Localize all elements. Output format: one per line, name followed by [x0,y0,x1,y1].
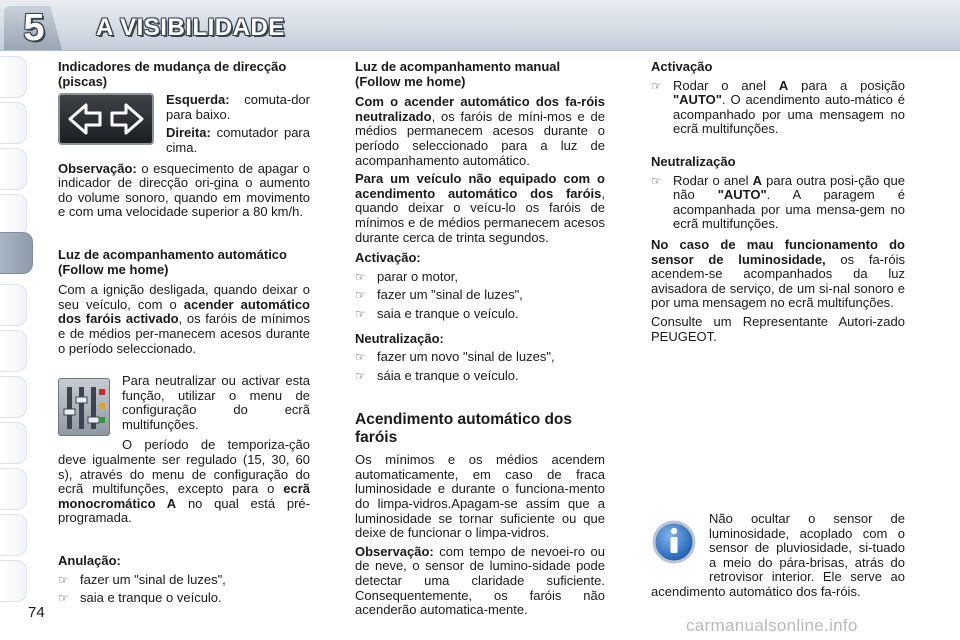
section-title-neutralization-auto: Neutralização [651,153,736,169]
chapter-side-tabs [0,56,34,616]
observation-paragraph [58,162,310,220]
side-tab-9[interactable] [0,422,27,464]
pointing-hand-icon: ☞ [355,269,366,284]
column-middle [355,60,605,618]
chapter-number: 5 [23,7,45,49]
auto-position-label: "AUTO" [673,92,722,108]
timer-paragraph [58,438,310,526]
ring-label: A [778,77,789,93]
manual-follow-text-2: , quando deixar o veícu-lo os faróis de mínimos e de médios permanecem acesos durante cerca de trinta segundos. [355,185,605,245]
side-tab-8[interactable] [0,376,27,418]
text-part: . A paragem é acompanhada por uma mensa-gem no ecrã multifunções. [673,187,905,232]
side-tab-2[interactable] [0,102,27,144]
text-part: . O acendimento auto-mático é acompanhado por uma mensagem no ecrã multifunções. [673,92,905,137]
auto-position-label: "AUTO" [717,187,767,203]
list-item-text: parar o motor, [377,268,458,284]
column-left [58,60,310,606]
text-part: para outra posi-ção que não [673,172,905,203]
list-item [355,369,605,384]
manual-follow-paragraph-1 [355,95,605,168]
timer-text-bold: ecrã monocromático A [58,481,310,511]
pointing-hand-icon: ☞ [355,350,366,365]
list-item [355,288,605,303]
auto-follow-text-a: Com a ignição desligada, quando deixar o seu veículo, com o [58,282,310,312]
text-part: Rodar o anel [673,77,779,93]
manual-follow-bold-1: Com o acender automático dos fa-róis neutralizado [355,94,605,124]
timer-text-a: O período de temporiza-ção deve igualmente ser regulado (15, 30, 60 s), através do menu de configuração do ecrã multifunções, excepto para o [58,437,310,497]
observation-text: o esquecimento de apagar o indicador de direcção ori-gina o aumento do volume sonoro, quando em movimento e com uma velocidade superior a 80 km/h. [58,160,310,220]
list-item [355,307,605,322]
list-item [355,270,605,285]
turn-signal-arrows-icon [58,93,154,145]
consult-dealer-paragraph: Consulte um Representante Autori-zado PEUGEOT. [651,313,905,344]
pointing-hand-icon: ☞ [355,288,366,303]
side-tab-5-active[interactable] [0,232,33,274]
sensor-malfunction-bold: No caso de mau funcionamento do sensor de luminosidade, [651,236,905,267]
sensor-malfunction-text: os fa-róis acendem-se acompanhados da luz avisadora de serviço, de um si-nal sonoro e por uma mensagem no ecrã multifunções. [651,251,905,311]
list-item-text: fazer um "sinal de luzes", [80,571,226,587]
page-number: 74 [28,604,45,621]
text-part: para a posição [788,77,905,93]
pointing-hand-icon: ☞ [355,306,366,321]
pointing-hand-icon: ☞ [651,78,662,93]
timer-text-c: no qual está pré-programada. [58,495,310,526]
section-title-activation-auto: Activação [651,59,713,74]
side-tab-6[interactable] [0,284,27,326]
list-item [58,573,310,588]
fog-observation-label: Observação: [355,543,434,559]
list-item [651,174,905,232]
list-item [355,350,605,365]
side-tab-7[interactable] [0,330,27,372]
auto-follow-text-bold: acender automático dos faróis activado [58,296,310,327]
section-title-turn-signals: Indicadores de mudança de direcção (piscas) [58,59,287,89]
side-tab-1[interactable] [0,56,27,98]
manual-follow-text-1: , os faróis de míni-mos e de médios permanecem acesos durante o período seleccionado para a luz de acompanhamento automático. [355,108,605,168]
neutralize-config-paragraph: Para neutralizar ou activar esta função, utilizar o menu de configuração do ecrã multifunções. [122,373,310,432]
info-note-paragraph: Não ocultar o sensor de luminosidade, acoplado com o sensor de pluviosidade, si-tuado a meio do pára-brisas, atrás do retrovisor interior. Ele serve ao acendimento automático dos fa-róis. [651,511,905,600]
side-tab-3[interactable] [0,148,27,190]
list-item-text: fazer um novo "sinal de luzes", [377,349,555,365]
right-signal-label: Direita: [166,125,211,141]
pointing-hand-icon: ☞ [355,368,366,383]
section-title-neutralization: Neutralização: [355,330,444,346]
auto-follow-text-c: , os faróis de mínimos e de médios per-manecem acesos durante o período seleccionado. [58,311,311,356]
configuration-menu-icon [58,378,110,436]
list-item-text: fazer um "sinal de luzes", [377,287,523,303]
section-title-auto-follow-me-home: Luz de acompanhamento automático (Follow me home) [58,246,287,277]
pointing-hand-icon: ☞ [651,173,662,188]
list-item [651,79,905,137]
ring-label: A [752,172,762,188]
list-item-text [673,79,905,137]
right-signal-text: comutador para cima. [166,125,310,155]
column-right [651,60,905,600]
side-tab-10[interactable] [0,468,27,510]
list-item-text: saia e tranque o veículo. [377,305,519,321]
info-icon [651,516,697,568]
manual-follow-paragraph-2 [355,172,605,245]
auto-follow-paragraph [58,283,310,356]
list-item-text: saia e tranque o veículo. [80,590,222,606]
page-title: A VISIBILIDADE [96,14,285,41]
sensor-malfunction-paragraph [651,238,905,311]
list-item-text [673,174,905,232]
pointing-hand-icon: ☞ [58,572,69,587]
text-part: Rodar o anel [673,172,753,188]
section-title-automatic-headlights: Acendimento automático dos faróis [355,411,573,447]
manual-follow-bold-2: Para um veículo não equipado com o acendimento automático dos faróis [355,171,605,201]
section-title-cancellation: Anulação: [58,553,121,569]
page-header [0,0,960,54]
watermark: carmanualsonline.info [686,616,858,635]
list-item [58,591,310,606]
fog-observation-paragraph [355,545,605,618]
side-tab-12[interactable] [0,560,27,602]
pointing-hand-icon: ☞ [58,591,69,606]
left-signal-label: Esquerda: [166,92,230,108]
automatic-headlights-paragraph: Os mínimos e os médios acendem automaticamente, em caso de fraca luminosidade e durante o funciona-mento do limpa-vidros.Apagam-se assim que a luminosidade se tornar suficiente ou que deixe de funcionar o limpa-vidros. [355,452,605,541]
fog-observation-text: com tempo de nevoei-ro ou de neve, o sensor de lumino-sidade pode detectar uma claridade suficiente. Consequentemente, os faróis não acenderão automatica-mente. [355,543,605,618]
section-title-activation: Activação: [355,250,421,266]
left-signal-text: comuta-dor para baixo. [166,92,310,122]
list-item-text: sáia e tranque o veículo. [377,367,519,383]
side-tab-11[interactable] [0,514,27,556]
section-title-manual-follow-me-home: Luz de acompanhamento manual (Follow me home) [355,59,561,89]
side-tab-4[interactable] [0,194,27,236]
observation-label: Observação: [58,160,137,176]
